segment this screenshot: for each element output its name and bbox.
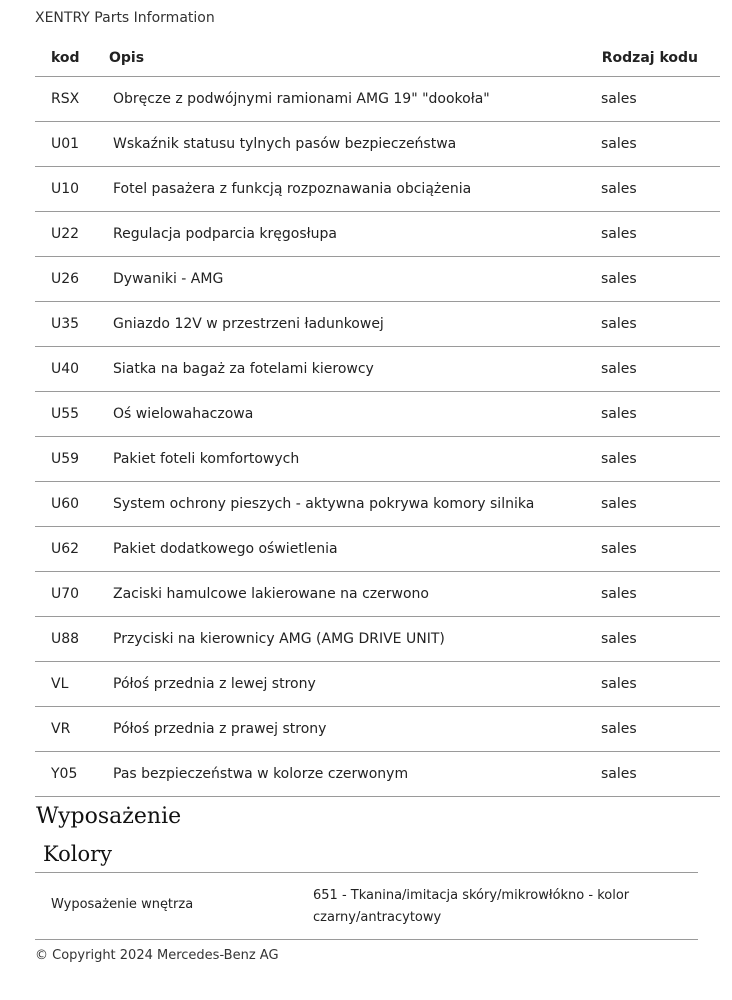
cell-code: RSX <box>35 77 109 122</box>
cell-code-type: sales <box>598 437 720 482</box>
cell-code: U26 <box>35 257 109 302</box>
parts-table-container <box>35 40 698 797</box>
cell-code-type: sales <box>598 482 720 527</box>
table-row <box>35 257 720 302</box>
app-title: XENTRY Parts Information <box>35 10 215 26</box>
cell-code-type: sales <box>598 617 720 662</box>
table-row <box>35 572 720 617</box>
cell-description: Dywaniki - AMG <box>109 257 598 302</box>
cell-description: Obręcze z podwójnymi ramionami AMG 19" "dookoła" <box>109 77 598 122</box>
cell-description: System ochrony pieszych - aktywna pokrywa komory silnika <box>109 482 598 527</box>
cell-description: Regulacja podparcia kręgosłupa <box>109 212 598 257</box>
column-header-code: kod <box>35 40 109 77</box>
table-row <box>35 707 720 752</box>
table-row <box>35 212 720 257</box>
cell-code: Y05 <box>35 752 109 797</box>
cell-code-type: sales <box>598 122 720 167</box>
cell-code-type: sales <box>598 572 720 617</box>
cell-description: Siatka na bagaż za fotelami kierowcy <box>109 347 598 392</box>
cell-description: Fotel pasażera z funkcją rozpoznawania obciążenia <box>109 167 598 212</box>
table-header-row <box>35 40 720 77</box>
cell-description: Półoś przednia z prawej strony <box>109 707 598 752</box>
table-row <box>35 392 720 437</box>
cell-code: U35 <box>35 302 109 347</box>
column-header-description: Opis <box>109 40 598 77</box>
cell-code: U62 <box>35 527 109 572</box>
table-row <box>35 167 720 212</box>
table-row <box>35 752 720 797</box>
table-row <box>35 77 720 122</box>
table-row <box>35 302 720 347</box>
colors-heading: Kolory <box>43 842 113 866</box>
cell-code-type: sales <box>598 752 720 797</box>
cell-code-type: sales <box>598 347 720 392</box>
cell-code: U88 <box>35 617 109 662</box>
cell-code-type: sales <box>598 257 720 302</box>
cell-description: Gniazdo 12V w przestrzeni ładunkowej <box>109 302 598 347</box>
cell-code-type: sales <box>598 392 720 437</box>
colors-table <box>35 872 698 940</box>
equipment-heading: Wyposażenie <box>36 804 182 829</box>
cell-description: Pakiet foteli komfortowych <box>109 437 598 482</box>
parts-table <box>35 40 720 797</box>
cell-code: U01 <box>35 122 109 167</box>
cell-code-type: sales <box>598 527 720 572</box>
table-row <box>35 437 720 482</box>
cell-code: U10 <box>35 167 109 212</box>
cell-code: U22 <box>35 212 109 257</box>
table-row <box>35 482 720 527</box>
cell-code: VR <box>35 707 109 752</box>
cell-code: U59 <box>35 437 109 482</box>
table-row <box>35 527 720 572</box>
interior-equipment-label: Wyposażenie wnętrza <box>51 897 194 912</box>
cell-code: U70 <box>35 572 109 617</box>
cell-code-type: sales <box>598 302 720 347</box>
cell-description: Oś wielowahaczowa <box>109 392 598 437</box>
copyright-notice: © Copyright 2024 Mercedes-Benz AG <box>35 948 279 963</box>
cell-description: Pakiet dodatkowego oświetlenia <box>109 527 598 572</box>
table-row <box>35 122 720 167</box>
cell-code: U55 <box>35 392 109 437</box>
cell-description: Półoś przednia z lewej strony <box>109 662 598 707</box>
cell-code-type: sales <box>598 77 720 122</box>
cell-code-type: sales <box>598 662 720 707</box>
cell-code-type: sales <box>598 167 720 212</box>
cell-code: U60 <box>35 482 109 527</box>
table-row <box>35 347 720 392</box>
cell-description: Przyciski na kierownicy AMG (AMG DRIVE UNIT) <box>109 617 598 662</box>
column-header-code-type: Rodzaj kodu <box>598 40 720 77</box>
parts-table-body <box>35 77 720 797</box>
table-row <box>35 662 720 707</box>
cell-code: VL <box>35 662 109 707</box>
cell-description: Wskaźnik statusu tylnych pasów bezpieczeństwa <box>109 122 598 167</box>
cell-code-type: sales <box>598 707 720 752</box>
table-row <box>35 617 720 662</box>
cell-code: U40 <box>35 347 109 392</box>
cell-description: Zaciski hamulcowe lakierowane na czerwono <box>109 572 598 617</box>
interior-equipment-value: 651 - Tkanina/imitacja skóry/mikrowłókno - kolor czarny/antracytowy <box>313 888 630 925</box>
cell-description: Pas bezpieczeństwa w kolorze czerwonym <box>109 752 598 797</box>
cell-code-type: sales <box>598 212 720 257</box>
